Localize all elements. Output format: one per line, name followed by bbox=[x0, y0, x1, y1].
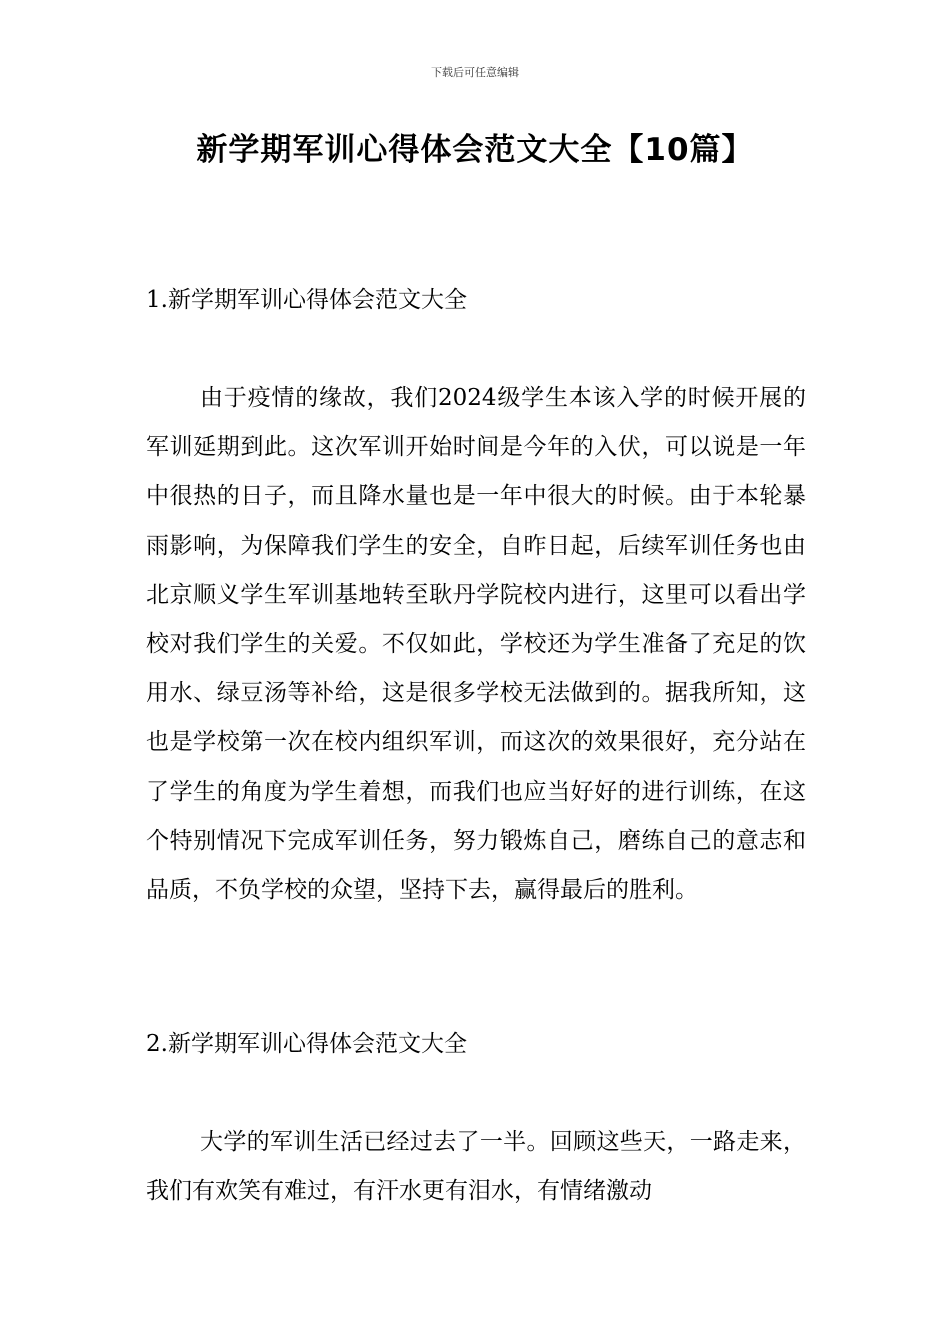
section-heading-1: 1.新学期军训心得体会范文大全 bbox=[146, 287, 467, 313]
document-title: 新学期军训心得体会范文大全【10篇】 bbox=[196, 132, 754, 168]
section-paragraph-1: 由于疫情的缘故，我们2024级学生本该入学的时候开展的军训延期到此。这次军训开始时间是今年的入伏，可以说是一年中很热的日子，而且降水量也是一年中很大的时候。由于本轮暴雨影响，为保障我们学生的安全，自昨日起，后续军训任务也由北京顺义学生军训基地转至耿丹学院校内进行，这里可以看出学校对我们学生的关爱。不仅如此，学校还为学生准备了充足的饮用水、绿豆汤等补给，这是很多学校无法做到的。据我所知，这也是学校第一次在校内组织军训，而这次的效果很好，充分站在了学生的角度为学生着想，而我们也应当好好的进行训练，在这个特别情况下完成军训任务，努力锻炼自己，磨练自己的意志和品质，不负学校的众望，坚持下去，赢得最后的胜利。 bbox=[146, 385, 806, 904]
section-paragraph-2: 大学的军训生活已经过去了一半。回顾这些天，一路走来，我们有欢笑有难过，有汗水更有泪水，有情绪激动 bbox=[146, 1129, 806, 1205]
header-note: 下载后可任意编辑 bbox=[431, 66, 519, 79]
section-heading-2: 2.新学期军训心得体会范文大全 bbox=[146, 1031, 467, 1057]
